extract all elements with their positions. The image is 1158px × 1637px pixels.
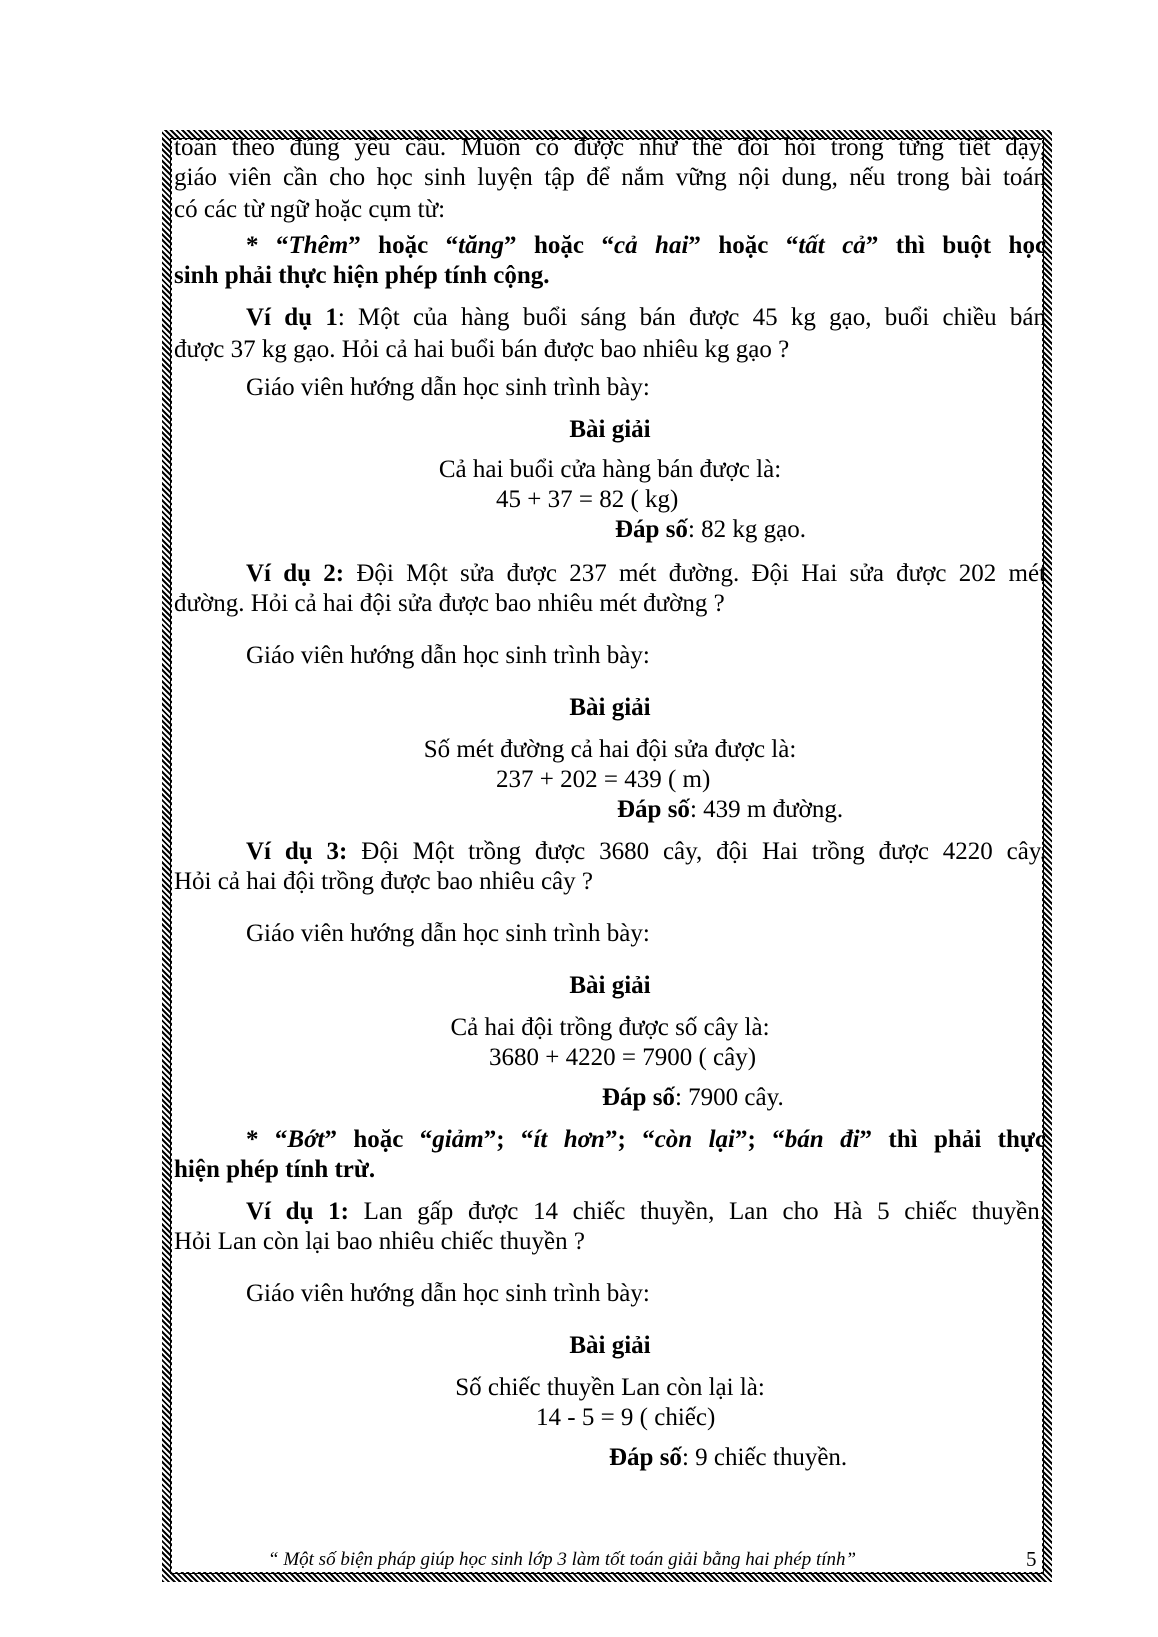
example-2-solution-title: Bài giải	[569, 694, 651, 721]
example-4-line-1: Ví dụ 1: Lan gấp được 14 chiếc thuyền, Lan cho Hà 5 chiếc thuyền.	[246, 1198, 1047, 1225]
example-3-solution-title: Bài giải	[569, 972, 651, 999]
intro-line-3: có các từ ngữ hoặc cụm từ:	[174, 196, 446, 223]
example-3-answer: Đáp số: 7900 cây.	[602, 1084, 784, 1111]
example-2-line-2: đường. Hỏi cả hai đội sửa được bao nhiêu mét đường ?	[174, 590, 725, 617]
rule-add-line-1: * “Thêm” hoặc “tăng” hoặc “cả hai” hoặc “tất cả” thì buột học	[246, 232, 1047, 259]
intro-line-2: giáo viên cần cho học sinh luyện tập để nắm vững nội dung, nếu trong bài toán	[174, 164, 1046, 191]
page-number: 5	[1026, 1547, 1037, 1571]
example-3-line-2: Hỏi cả hai đội trồng được bao nhiêu cây ?	[174, 868, 593, 895]
intro-line-1: toán theo đúng yêu cầu. Muốn có được như thế đòi hỏi trong từng tiết dạy,	[174, 134, 1046, 161]
example-2-guide: Giáo viên hướng dẫn học sinh trình bày:	[246, 642, 650, 669]
example-4-answer: Đáp số: 9 chiếc thuyền.	[609, 1444, 848, 1471]
example-1-line-2: được 37 kg gạo. Hỏi cả hai buổi bán được bao nhiêu kg gạo ?	[174, 336, 790, 363]
example-1-calculation: 45 + 37 = 82 ( kg)	[496, 486, 679, 513]
example-1-line-1: Ví dụ 1: Một của hàng buổi sáng bán được 45 kg gạo, buổi chiều bán	[246, 304, 1046, 331]
rule-sub-line-2: hiện phép tính trừ.	[174, 1156, 376, 1183]
example-2-line-1: Ví dụ 2: Đội Một sửa được 237 mét đường. Đội Hai sửa được 202 mét	[246, 560, 1047, 587]
example-2-calculation: 237 + 202 = 439 ( m)	[496, 766, 711, 793]
example-4-calculation: 14 - 5 = 9 ( chiếc)	[536, 1404, 716, 1431]
example-1-answer: Đáp số: 82 kg gạo.	[615, 516, 806, 543]
example-1-solution-title: Bài giải	[569, 416, 651, 443]
example-4-solution-title: Bài giải	[569, 1332, 651, 1359]
example-1-guide: Giáo viên hướng dẫn học sinh trình bày:	[246, 374, 650, 401]
example-3-solution-line: Cả hai đội trồng được số cây là:	[450, 1014, 770, 1041]
example-3-guide: Giáo viên hướng dẫn học sinh trình bày:	[246, 920, 650, 947]
example-3-calculation: 3680 + 4220 = 7900 ( cây)	[489, 1044, 757, 1071]
example-1-solution-line: Cả hai buổi cửa hàng bán được là:	[438, 456, 782, 483]
example-2-solution-line: Số mét đường cả hai đội sửa được là:	[423, 736, 797, 763]
example-2-answer: Đáp số: 439 m đường.	[617, 796, 844, 823]
rule-add-line-2: sinh phải thực hiện phép tính cộng.	[174, 262, 550, 289]
example-3-line-1: Ví dụ 3: Đội Một trồng được 3680 cây, đội Hai trồng được 4220 cây.	[246, 838, 1046, 865]
example-4-solution-line: Số chiếc thuyền Lan còn lại là:	[455, 1374, 765, 1401]
footer-title: “ Một số biện pháp giúp học sinh lớp 3 làm tốt toán giải bằng hai phép tính”	[268, 1549, 857, 1570]
example-4-line-2: Hỏi Lan còn lại bao nhiêu chiếc thuyền ?	[174, 1228, 585, 1255]
example-4-guide: Giáo viên hướng dẫn học sinh trình bày:	[246, 1280, 650, 1307]
rule-sub-line-1: * “Bớt” hoặc “giảm”; “ít hơn”; “còn lại”; “bán đi” thì phải thực	[246, 1126, 1046, 1153]
